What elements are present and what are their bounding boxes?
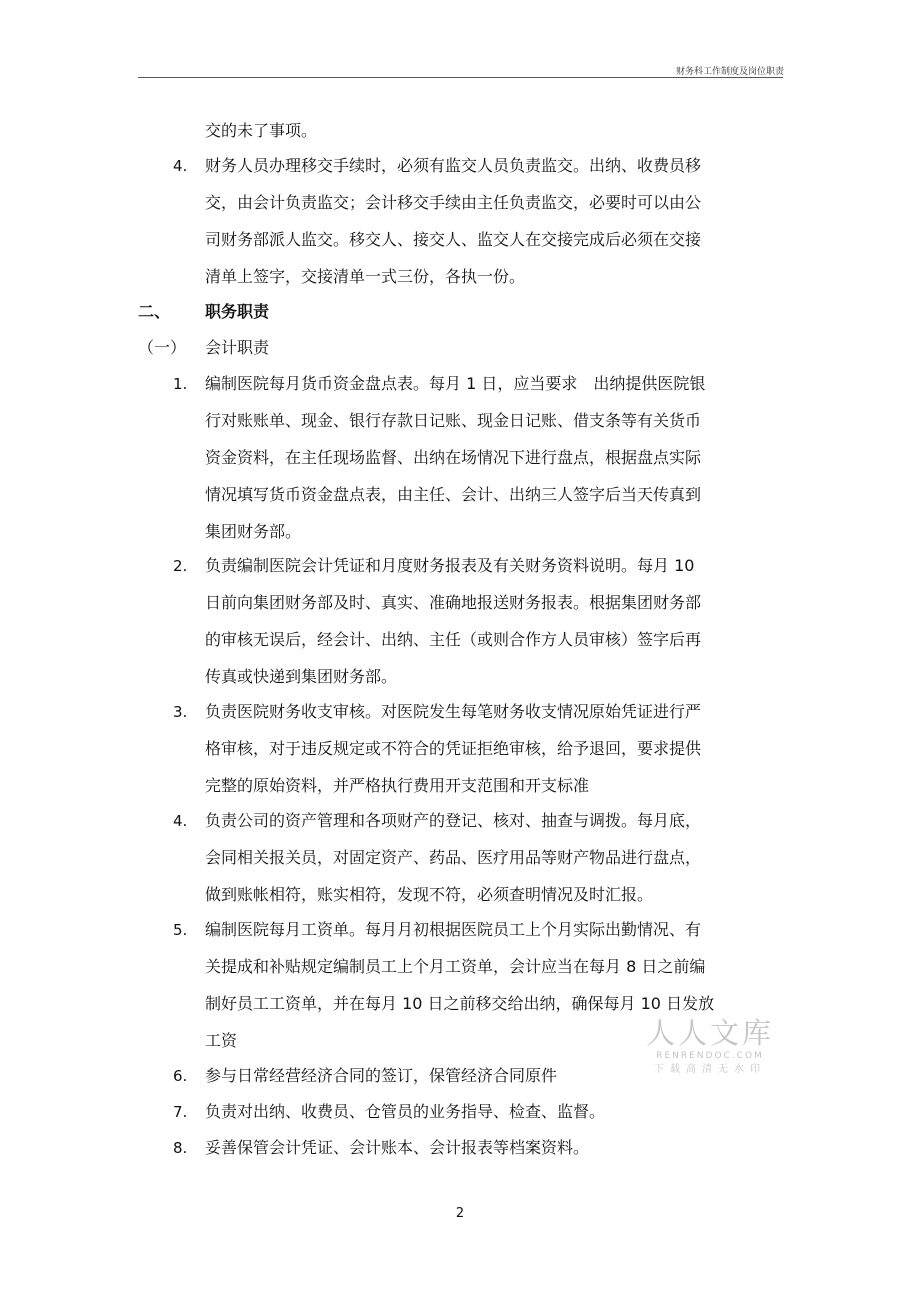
list-item-line: 完整的原始资料，并严格执行费用开支范围和开支标准 <box>205 776 590 795</box>
list-item-line: 关提成和补贴规定编制员工上个月工资单，会计应当在每月 8 日之前编 <box>205 957 706 976</box>
watermark-url: RENRENDOC.COM <box>656 1051 764 1061</box>
list-item-line: 编制医院每月工资单。每月月初根据医院员工上个月实际出勤情况、有 <box>205 920 702 939</box>
list-item-line: 做到账帐相符，账实相符，发现不符，必须查明情况及时汇报。 <box>205 885 654 904</box>
list-item-line: 负责公司的资产管理和各项财产的登记、核对、抽查与调拨。每月底， <box>205 811 702 830</box>
list-item-number: 5. <box>173 921 188 939</box>
header-title: 财务科工作制度及岗位职责 <box>675 67 784 77</box>
list-item-line: 司财务部派人监交。移交人、接交人、监交人在交接完成后必须在交接 <box>205 230 702 249</box>
list-item-line: 负责编制医院会计凭证和月度财务报表及有关财务资料说明。每月 10 <box>205 556 695 575</box>
subsection-title: 会计职责 <box>205 338 270 357</box>
subsection-number: （一） <box>138 338 187 357</box>
list-item-line: 妥善保管会计凭证、会计账本、会计报表等档案资料。 <box>205 1138 590 1157</box>
list-item-line: 清单上签字，交接清单一式三份，各执一份。 <box>205 267 526 286</box>
list-item-line: 编制医院每月货币资金盘点表。每月 1 日，应当要求 出纳提供医院银 <box>205 374 706 393</box>
watermark-logo <box>645 1017 775 1077</box>
list-item-number: 8. <box>173 1139 188 1157</box>
list-item-line: 制好员工工资单，并在每月 10 日之前移交给出纳，确保每月 10 日发放 <box>205 994 715 1013</box>
list-item-line: 交，由会计负责监交；会计移交手续由主任负责监交，必要时可以由公 <box>205 193 702 212</box>
list-item-line: 负责医院财务收支审核。对医院发生每笔财务收支情况原始凭证进行严 <box>205 702 702 721</box>
page-number: 2 <box>455 1206 465 1221</box>
list-item-line: 资金资料，在主任现场监督、出纳在场情况下进行盘点，根据盘点实际 <box>205 448 702 467</box>
watermark-subtext: 下载高清无水印 <box>654 1064 766 1075</box>
section-number: 二、 <box>138 302 171 321</box>
list-item-number: 3. <box>173 703 188 721</box>
list-item-line: 传真或快递到集团财务部。 <box>205 667 398 686</box>
list-item-line: 工资 <box>205 1031 238 1050</box>
section-title: 职务职责 <box>205 302 270 321</box>
list-item-number: 1. <box>173 375 188 393</box>
header-divider <box>138 77 783 78</box>
continuation-text: 交的未了事项。 <box>205 121 318 140</box>
list-item-line: 财务人员办理移交手续时，必须有监交人员负责监交。出纳、收费员移 <box>205 156 702 175</box>
list-item-line: 集团财务部。 <box>205 522 302 541</box>
list-item-line: 行对账账单、现金、银行存款日记账、现金日记账、借支条等有关货币 <box>205 411 702 430</box>
watermark-main-text: 人人文库 <box>645 1016 774 1050</box>
list-item-number: 7. <box>173 1103 188 1121</box>
list-item-number: 4. <box>173 812 188 830</box>
list-item-line: 会同相关报关员，对固定资产、药品、医疗用品等财产物品进行盘点， <box>205 848 702 867</box>
list-item-line: 参与日常经营经济合同的签订，保管经济合同原件 <box>205 1066 558 1085</box>
list-item-line: 情况填写货币资金盘点表，由主任、会计、出纳三人签字后当天传真到 <box>205 485 702 504</box>
list-item-number: 6. <box>173 1067 188 1085</box>
list-item-line: 的审核无误后，经会计、出纳、主任（或则合作方人员审核）签字后再 <box>205 630 702 649</box>
list-item-line: 日前向集团财务部及时、真实、准确地报送财务报表。根据集团财务部 <box>205 593 702 612</box>
list-item-number: 4. <box>173 157 188 175</box>
list-item-line: 负责对出纳、收费员、仓管员的业务指导、检查、监督。 <box>205 1102 606 1121</box>
list-item-line: 格审核，对于违反规定或不符合的凭证拒绝审核，给予退回，要求提供 <box>205 739 702 758</box>
list-item-number: 2. <box>173 557 188 575</box>
